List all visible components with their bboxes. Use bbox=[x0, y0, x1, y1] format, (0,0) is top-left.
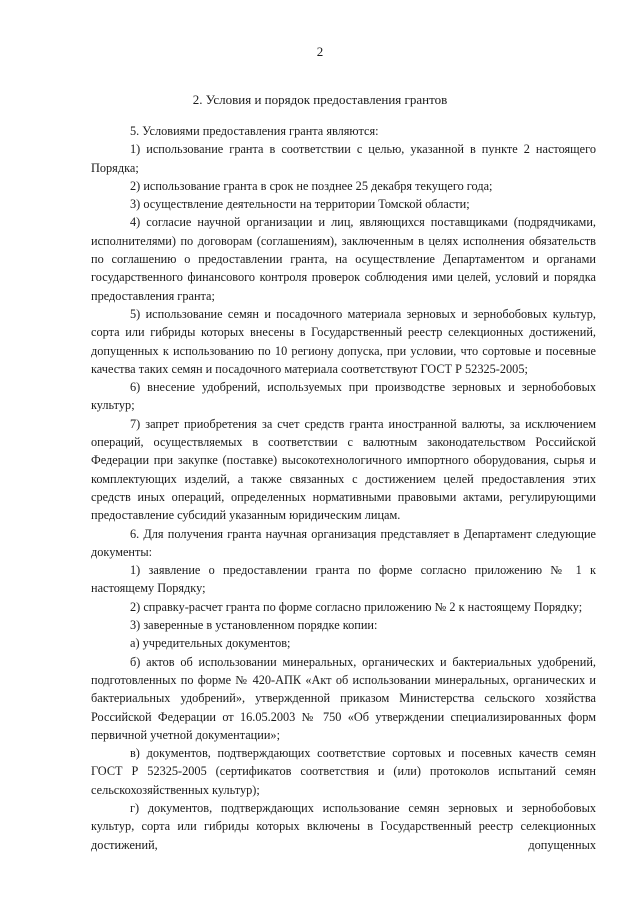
document-body bbox=[91, 122, 596, 854]
paragraph-6-3-b: б) актов об использовании минеральных, органических и бактериальных удобрений, подготовленных по форме № 420-АПК «Акт об использовании минеральных, органических и бактериальных удобрений», утвержденной приказом Министерства сельского хозяйства Российской Федерации от 16.05.2003 № 750 «Об утверждении специализированных форм первичной учетной документации»; bbox=[91, 654, 596, 742]
paragraph-5-intro: 5. Условиями предоставления гранта являются: bbox=[130, 124, 379, 138]
paragraph-5-2: 2) использование гранта в срок не позднее 25 декабря текущего года; bbox=[130, 178, 493, 193]
paragraph-6-3-v: в) документов, подтверждающих соответствие сортовых и посевных качеств семян ГОСТ Р 52325-2005 (сертификатов соответствия и (или) протоколов испытаний семян сельскохозяйственных культур); bbox=[91, 746, 596, 797]
paragraph-6-3: 3) заверенные в установленном порядке копии: bbox=[130, 618, 378, 633]
paragraph-5-7: 7) запрет приобретения за счет средств гранта иностранной валюты, за исключением операций, осуществляемых в соответствии с валютным законодательством Российской Федерации при закупке (поставке) высокотехнологичного импортного оборудования, сырья и комплектующих изделий, а также связанных с достижением целей предоставления этих средств иных операций, определенных нормативными правовыми актами, регулирующими предоставление субсидий указанным юридическим лицам. bbox=[91, 416, 596, 523]
paragraph-5-6: 6) внесение удобрений, используемых при производстве зерновых и зернобобовых культур; bbox=[91, 380, 596, 413]
page-number: 2 bbox=[316, 44, 324, 59]
paragraph-5-4: 4) согласие научной организации и лиц, являющихся поставщиками (подрядчиками, исполнителями) по договорам (соглашениям), заключенным в целях исполнения обязательств по соглашению о предоставлении гранта, на осуществление Департаментом и органами государственного финансового контроля проверок соблюдения ими целей, условий и порядка предоставления гранта; bbox=[91, 215, 596, 303]
paragraph-6-1: 1) заявление о предоставлении гранта по форме согласно приложению № 1 к настоящему Порядку; bbox=[91, 563, 596, 596]
paragraph-6-intro: 6. Для получения гранта научная организация представляет в Департамент следующие документы: bbox=[91, 526, 596, 559]
paragraph-6-3-a: а) учредительных документов; bbox=[130, 636, 291, 651]
paragraph-5-5: 5) использование семян и посадочного материала зерновых и зернобобовых культур, сорта или гибриды которых внесены в Государственный реестр селекционных достижений, допущенных к использованию по 10 региону допуска, при условии, что сортовые и посевные качества таких семян и посадочного материала соответствуют ГОСТ Р 52325-2005; bbox=[91, 306, 596, 376]
section-title: 2. Условия и порядок предоставления грантов bbox=[192, 92, 448, 107]
paragraph-6-3-g: г) документов, подтверждающих использование семян зерновых и зернобобовых культур, сорта или гибриды которых включены в Государственный реестр селекционных достижений, допущенных bbox=[91, 800, 596, 852]
paragraph-5-1: 1) использование гранта в соответствии с целью, указанной в пункте 2 настоящего Порядка; bbox=[91, 142, 596, 175]
paragraph-5-3: 3) осуществление деятельности на территории Томской области; bbox=[130, 197, 470, 212]
paragraph-6-2: 2) справку-расчет гранта по форме согласно приложению № 2 к настоящему Порядку; bbox=[130, 599, 583, 614]
